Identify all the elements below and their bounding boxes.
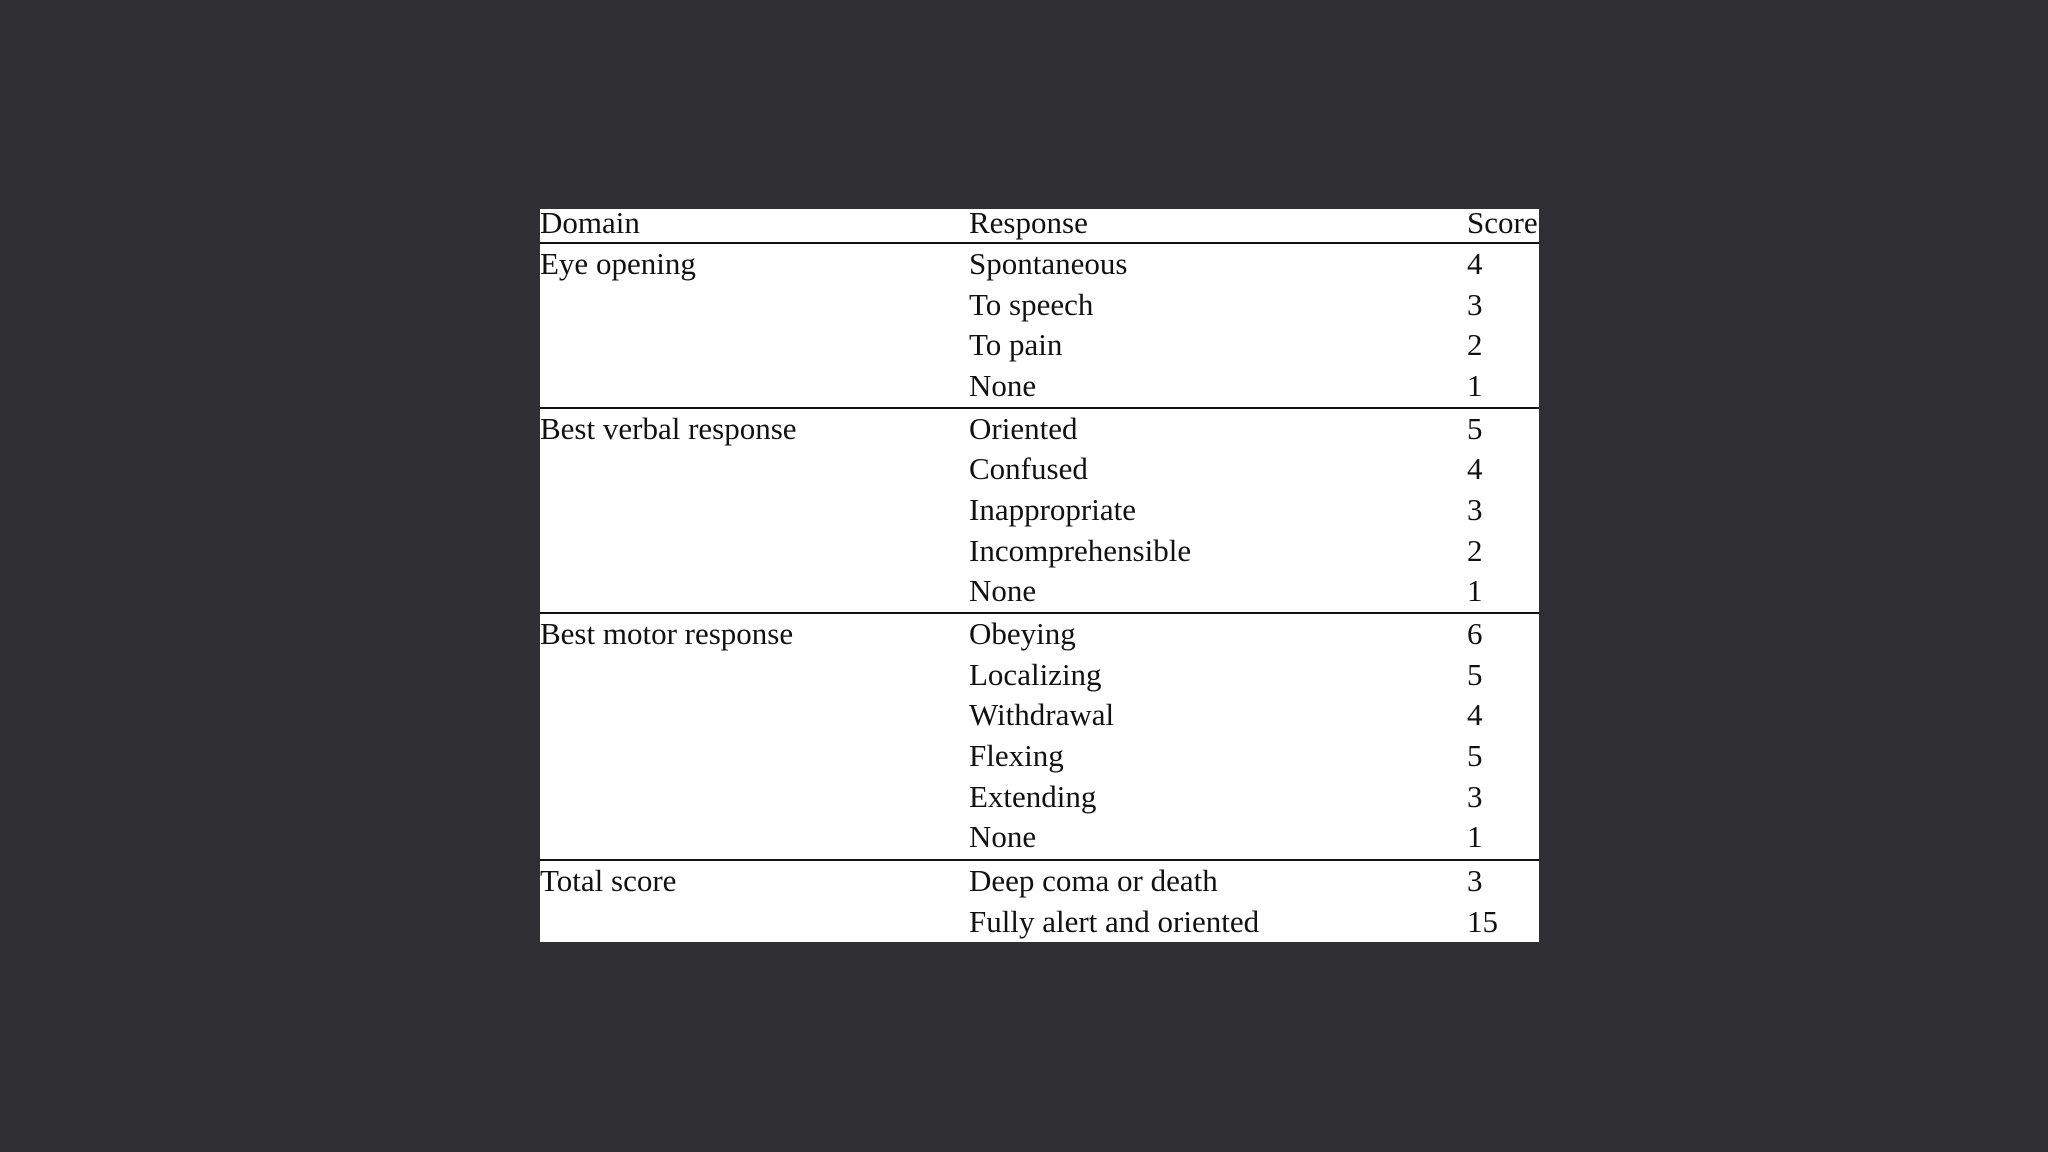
row-response: Confused bbox=[969, 451, 1088, 486]
row-response: Incomprehensible bbox=[969, 533, 1192, 568]
row-response: None bbox=[969, 368, 1037, 403]
row-response: To speech bbox=[969, 287, 1094, 322]
score-table bbox=[540, 205, 1539, 942]
header-response: Response bbox=[969, 205, 1088, 240]
row-response: Flexing bbox=[969, 738, 1064, 773]
row-score: 4 bbox=[1467, 451, 1483, 486]
table-group-verbal-response bbox=[540, 409, 1539, 614]
row-score: 3 bbox=[1467, 492, 1483, 527]
row-response: None bbox=[969, 573, 1037, 608]
row-response: Withdrawal bbox=[969, 697, 1115, 732]
header-domain: Domain bbox=[540, 205, 640, 240]
group-domain-label: Eye opening bbox=[540, 246, 696, 281]
row-response: Localizing bbox=[969, 657, 1102, 692]
row-response: Spontaneous bbox=[969, 246, 1128, 281]
row-score: 5 bbox=[1467, 657, 1483, 692]
row-score: 3 bbox=[1467, 287, 1483, 322]
table-header-row bbox=[540, 205, 1539, 244]
row-score: 5 bbox=[1467, 738, 1483, 773]
row-score: 4 bbox=[1467, 697, 1483, 732]
row-response: Obeying bbox=[969, 616, 1076, 651]
header-score: Score bbox=[1467, 205, 1538, 240]
row-score: 5 bbox=[1467, 411, 1483, 446]
row-score: 6 bbox=[1467, 616, 1483, 651]
table-group-total-score bbox=[540, 861, 1539, 942]
table-group-motor-response bbox=[540, 614, 1539, 861]
row-response: Fully alert and oriented bbox=[969, 904, 1260, 939]
row-score: 2 bbox=[1467, 533, 1483, 568]
row-score: 4 bbox=[1467, 246, 1483, 281]
row-response: Extending bbox=[969, 779, 1097, 814]
row-score: 15 bbox=[1467, 904, 1498, 939]
group-domain-label: Total score bbox=[540, 863, 677, 898]
row-score: 1 bbox=[1467, 368, 1483, 403]
row-response: Inappropriate bbox=[969, 492, 1136, 527]
row-score: 3 bbox=[1467, 863, 1483, 898]
row-response: None bbox=[969, 819, 1037, 854]
row-score: 2 bbox=[1467, 327, 1483, 362]
row-response: Deep coma or death bbox=[969, 863, 1218, 898]
row-score: 1 bbox=[1467, 573, 1483, 608]
row-score: 3 bbox=[1467, 779, 1483, 814]
group-domain-label: Best verbal response bbox=[540, 411, 797, 446]
group-domain-label: Best motor response bbox=[540, 616, 794, 651]
row-score: 1 bbox=[1467, 819, 1483, 854]
row-response: To pain bbox=[969, 327, 1063, 362]
row-response: Oriented bbox=[969, 411, 1078, 446]
table-group-eye-opening bbox=[540, 244, 1539, 409]
